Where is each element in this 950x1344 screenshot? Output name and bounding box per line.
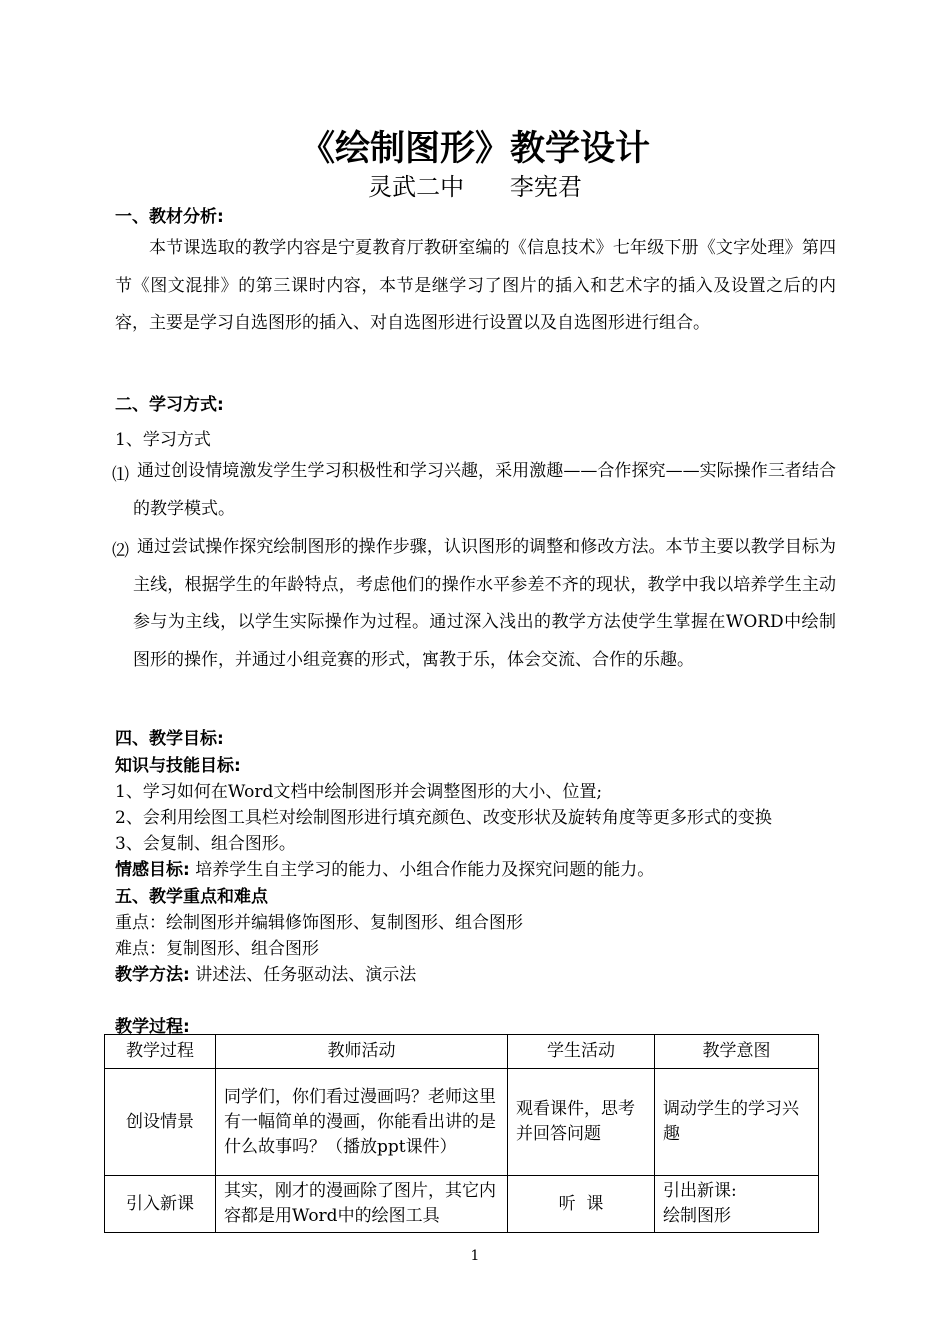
- knowledge-goal-3: 3、会复制、组合图形。: [115, 834, 296, 854]
- row-stage-cell: 引入新课: [105, 1176, 216, 1233]
- section-heading-key-points: 五、教学重点和难点: [115, 887, 268, 907]
- header-cell-stage: 教学过程: [105, 1035, 216, 1069]
- teaching-method-line: [115, 960, 416, 985]
- section-heading-analysis: 一、教材分析:: [115, 207, 224, 227]
- section-heading-learning: 二、学习方式:: [115, 395, 224, 415]
- page-number: 1: [470, 1248, 480, 1264]
- row-teacher-cell: 同学们，你们看过漫画吗？老师这里有一幅简单的漫画，你能看出讲的是什么故事吗？（播放ppt课件）: [216, 1069, 508, 1176]
- item-1-text: 通过创设情境激发学生学习积极性和学习兴趣，采用激趣——合作探究——实际操作三者结合的教学模式。: [133, 461, 836, 519]
- header-cell-student: 学生活动: [508, 1035, 655, 1069]
- row-intent-cell: 调动学生的学习兴趣: [655, 1069, 819, 1176]
- document-title: 《绘制图形》教学设计: [299, 129, 650, 169]
- process-heading: 教学过程:: [115, 1017, 190, 1037]
- teaching-method-text: 讲述法、任务驱动法、演示法: [195, 965, 417, 985]
- header-cell-intent: 教学意图: [655, 1035, 819, 1069]
- emotion-goal-text: 培养学生自主学习的能力、小组合作能力及探究问题的能力。: [195, 860, 655, 880]
- item-1-number: ⑴: [112, 465, 129, 485]
- author-line: 灵武二中 李宪君: [368, 173, 582, 201]
- item-2-text: 通过尝试操作探究绘制图形的操作步骤，认识图形的调整和修改方法。本节主要以教学目标为主线，根据学生的年龄特点，考虑他们的操作水平参差不齐的现状，教学中我以培养学生主动参与为主线，以学生实际操作为过程。通过深入浅出的教学方法使学生掌握在WORD中绘制图形的操作，并通过小组竞赛的形式，寓教于乐，体会交流、合作的乐趣。: [133, 537, 836, 670]
- key-point-line: 重点：绘制图形并编辑修饰图形、复制图形、组合图形: [115, 913, 523, 933]
- difficulty-line: 难点：复制图形、组合图形: [115, 939, 319, 959]
- row-intent-cell: 引出新课: 绘制图形: [655, 1176, 819, 1233]
- knowledge-goals-heading: 知识与技能目标:: [115, 756, 241, 776]
- table-row: [105, 1176, 819, 1233]
- analysis-paragraph: 本节课选取的教学内容是宁夏教育厅教研室编的《信息技术》七年级下册《文字处理》第四节《图文混排》的第三课时内容，本节是继学习了图片的插入和艺术字的插入及设置之后的内容，主要是学习自选图形的插入、对自选图形进行设置以及自选图形进行组合。: [115, 238, 836, 333]
- teaching-method-label: 教学方法:: [115, 965, 190, 985]
- row-teacher-cell: 其实，刚才的漫画除了图片，其它内容都是用Word中的绘图工具: [216, 1176, 508, 1233]
- emotion-goal-line: [115, 855, 654, 880]
- item-2-number: ⑵: [112, 541, 129, 561]
- section-heading-goals: 四、教学目标:: [115, 729, 224, 749]
- row-student-cell: 观看课件，思考并回答问题: [508, 1069, 655, 1176]
- table-header-row: [105, 1035, 819, 1069]
- row-stage-cell: 创设情景: [105, 1069, 216, 1176]
- emotion-goal-label: 情感目标:: [115, 860, 190, 880]
- row-student-cell: 听 课: [508, 1176, 655, 1233]
- knowledge-goal-2: 2、会利用绘图工具栏对绘制图形进行填充颜色、改变形状及旋转角度等更多形式的变换: [115, 808, 772, 828]
- knowledge-goal-1: 1、学习如何在Word文档中绘制图形并会调整图形的大小、位置;: [115, 782, 603, 802]
- header-cell-teacher: 教师活动: [216, 1035, 508, 1069]
- table-row: [105, 1069, 819, 1176]
- learning-subheading: 1、学习方式: [115, 430, 211, 450]
- teaching-process-table: [104, 1034, 819, 1233]
